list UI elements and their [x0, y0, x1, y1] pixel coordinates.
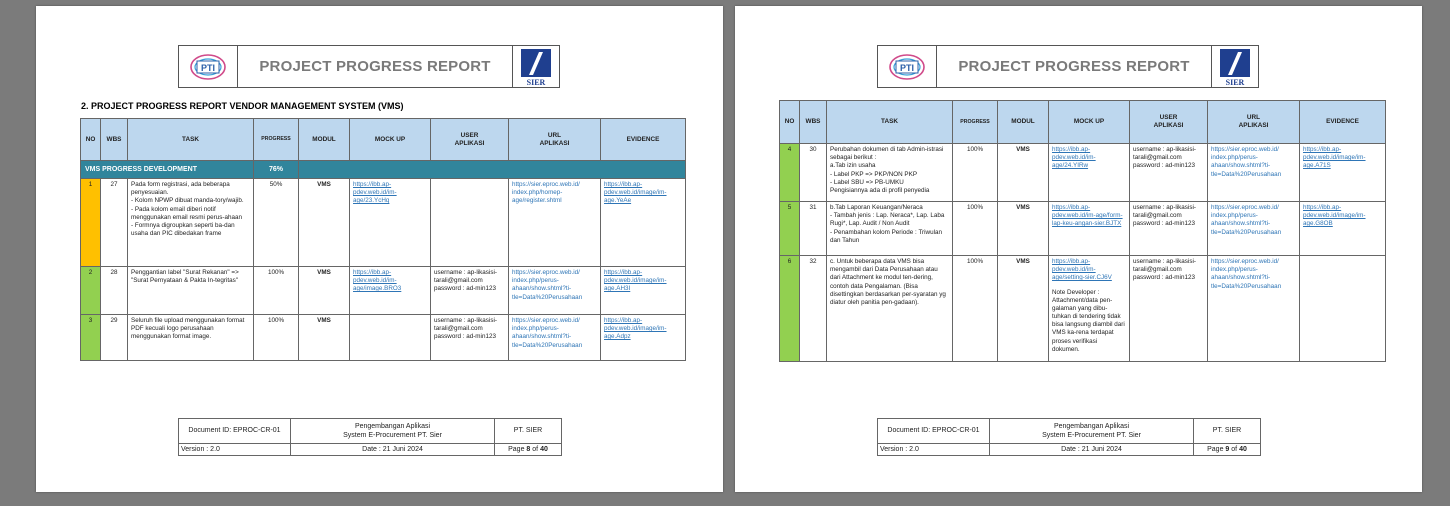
footer-company: PT. SIER [495, 419, 562, 444]
row-no: 1 [81, 179, 101, 267]
group-progress: 76% [254, 161, 299, 179]
table-row [780, 256, 1386, 362]
mockup-link[interactable]: https://ibb.ap-pdev.web.id/im-age/form-lap-keu-angan-sier.BJTX [1052, 204, 1123, 228]
evidence-link[interactable]: https://ibb.ap-pdev.web.id/image/im-age.A71S [1303, 146, 1366, 170]
progress-table [779, 100, 1386, 362]
col-mockup: MOCK UP [1049, 101, 1130, 144]
mockup-link[interactable]: https://ibb.ap-pdev.web.id/im-age/24.YIRw [1052, 146, 1096, 170]
col-wbs: WBS [800, 101, 827, 144]
url-link[interactable]: https://sier.eproc.web.id/ index.php/perus-ahaan/show.shtml?ti-tle=Data%20Perusahaan [1211, 146, 1282, 178]
footer-date: Date : 21 Juni 2024 [990, 444, 1194, 456]
developer-note: Note Developer : Attachment/data pen-galaman yang dibu-tuhkan di tendering tidak bisa langsung diambil dari VMS ka-rena terdapat proses verifikasi dokumen. [1052, 288, 1125, 353]
row-modul: VMS [299, 179, 350, 267]
footer-doc-id: Document ID: EPROC-CR-01 [179, 419, 291, 444]
report-header [178, 45, 560, 88]
page-footer [877, 418, 1261, 456]
footer-date: Date : 21 Juni 2024 [291, 444, 495, 456]
section-title: 2. PROJECT PROGRESS REPORT VENDOR MANAGEMENT SYSTEM (VMS) [81, 101, 404, 111]
row-progress: 100% [254, 267, 299, 315]
col-task: TASK [128, 119, 254, 161]
row-no: 2 [81, 267, 101, 315]
col-no: NO [780, 101, 800, 144]
row-task: Pada form registrasi, ada beberapa penyesuaian. - Kolom NPWP dibuat manda-tory/wajib. - Pada kolom email diberi notif menggunakan email resmi perus-ahaan - Formnya digroupkan seperti ba-dan usaha dan PIC dibedakan frame [128, 179, 254, 267]
row-wbs: 31 [800, 202, 827, 256]
col-evidence: EVIDENCE [1300, 101, 1386, 144]
pti-logo [878, 46, 937, 87]
url-link[interactable]: https://sier.eproc.web.id/ index.php/perus-ahaan/show.shtml?ti-tle=Data%20Perusahaan [512, 317, 583, 349]
col-progress: PROGRESS [254, 119, 299, 161]
row-evidence [1300, 256, 1386, 362]
progress-table [80, 118, 686, 361]
pti-logo [179, 46, 238, 87]
row-user: username : ap-likasisi-tarali@gmail.com password : ad-min123 [1130, 256, 1208, 362]
evidence-link[interactable]: https://ibb.ap-pdev.web.id/image/im-age.YeAe [604, 181, 667, 205]
col-url: URL APLIKASI [509, 119, 601, 161]
row-modul: VMS [998, 256, 1049, 362]
row-wbs: 27 [101, 179, 128, 267]
row-no: 3 [81, 315, 101, 361]
footer-page: Page 8 of 40 [495, 444, 562, 456]
row-modul: VMS [998, 202, 1049, 256]
col-progress: PROGRESS [953, 101, 998, 144]
row-task: Perubahan dokumen di tab Admin-istrasi sebagai berikut : a.Tab izin usaha - Label PKP => PKP/NON PKP - Label SBU => PB-UMKU Pengisiannya ada di profil penyedia [827, 144, 953, 202]
row-progress: 100% [953, 202, 998, 256]
page-footer [178, 418, 562, 456]
col-mockup: MOCK UP [350, 119, 431, 161]
row-user: username : ap-likasisi-tarali@gmail.com password : ad-min123 [431, 267, 509, 315]
col-user: USER APLIKASI [1130, 101, 1208, 144]
url-link[interactable]: https://sier.eproc.web.id/ index.php/perus-ahaan/show.shtml?ti-tle=Data%20Perusahaan [512, 269, 583, 301]
table-row [81, 315, 686, 361]
svg-text:SIER: SIER [526, 77, 546, 87]
row-no: 6 [780, 256, 800, 362]
row-wbs: 29 [101, 315, 128, 361]
table-row [81, 267, 686, 315]
footer-desc: Pengembangan Aplikasi System E-Procurement PT. Sier [291, 419, 495, 444]
footer-version: Version : 2.0 [878, 444, 990, 456]
footer-company: PT. SIER [1194, 419, 1261, 444]
row-wbs: 28 [101, 267, 128, 315]
row-wbs: 30 [800, 144, 827, 202]
evidence-link[interactable]: https://ibb.ap-pdev.web.id/image/im-age.G8OB [1303, 204, 1366, 228]
row-task: b.Tab Laporan Keuangan/Neraca - Tambah jenis : Lap. Neraca*, Lap. Laba Rugi*, Lap. Audit / Non Audit - Penambahan kolom Periode : Triwulan dan Tahun [827, 202, 953, 256]
col-modul: MODUL [299, 119, 350, 161]
mockup-link[interactable]: https://ibb.ap-pdev.web.id/im-age/23.YcHq [353, 181, 397, 205]
group-label: VMS PROGRESS DEVELOPMENT [81, 161, 254, 179]
col-user: USER APLIKASI [431, 119, 509, 161]
row-no: 4 [780, 144, 800, 202]
mockup-link[interactable]: https://ibb.ap-pdev.web.id/im-age/setting-sier.CJ6V [1052, 258, 1112, 282]
row-progress: 100% [953, 144, 998, 202]
evidence-link[interactable]: https://ibb.ap-pdev.web.id/image/im-age.AH3I [604, 269, 667, 293]
group-row [81, 161, 686, 179]
col-no: NO [81, 119, 101, 161]
footer-doc-id: Document ID: EPROC-CR-01 [878, 419, 990, 444]
url-link[interactable]: https://sier.eproc.web.id/ index.php/perus-ahaan/show.shtml?ti-tle=Data%20Perusahaan [1211, 258, 1282, 290]
row-wbs: 32 [800, 256, 827, 362]
row-task: Seluruh file upload menggunakan format PDF kecuali logo perusahaan menggunakan format image. [128, 315, 254, 361]
col-evidence: EVIDENCE [601, 119, 686, 161]
row-no: 5 [780, 202, 800, 256]
row-user [431, 179, 509, 267]
row-user: username : ap-likasisi-tarali@gmail.com password : ad-min123 [1130, 202, 1208, 256]
footer-desc: Pengembangan Aplikasi System E-Procurement PT. Sier [990, 419, 1194, 444]
svg-text:SIER: SIER [1225, 77, 1245, 87]
url-link[interactable]: https://sier.eproc.web.id/ index.php/homep-age/register.shtml [512, 181, 580, 205]
col-url: URL APLIKASI [1208, 101, 1300, 144]
row-progress: 100% [953, 256, 998, 362]
document-page-8 [36, 6, 723, 492]
row-modul: VMS [299, 267, 350, 315]
sier-logo [512, 46, 559, 87]
report-title: PROJECT PROGRESS REPORT [259, 58, 491, 75]
row-task: c. Untuk beberapa data VMS bisa mengambil dari Data Perusahaan atau dari Attachment ke modul ten-dering, contoh data Pengalaman. (Bisa disettingkan berdasarkan per-syaratan yg diatur oleh panitia pen-gadaan). [827, 256, 953, 362]
row-modul: VMS [299, 315, 350, 361]
sier-logo [1211, 46, 1258, 87]
url-link[interactable]: https://sier.eproc.web.id/ index.php/perus-ahaan/show.shtml?ti-tle=Data%20Perusahaan [1211, 204, 1282, 236]
row-user: username : ap-likasisi-tarali@gmail.com password : ad-min123 [1130, 144, 1208, 202]
footer-version: Version : 2.0 [179, 444, 291, 456]
mockup-link[interactable]: https://ibb.ap-pdev.web.id/im-age/image.BRO3 [353, 269, 402, 293]
svg-text:PTI: PTI [200, 62, 216, 73]
row-mockup [350, 315, 431, 361]
col-task: TASK [827, 101, 953, 144]
report-title: PROJECT PROGRESS REPORT [958, 58, 1190, 75]
row-user: username : ap-likasisi-tarali@gmail.com password : ad-min123 [431, 315, 509, 361]
row-modul: VMS [998, 144, 1049, 202]
table-row [81, 179, 686, 267]
evidence-link[interactable]: https://ibb.ap-pdev.web.id/image/im-age.Adpz [604, 317, 667, 341]
table-row [780, 144, 1386, 202]
footer-page: Page 9 of 40 [1194, 444, 1261, 456]
row-progress: 50% [254, 179, 299, 267]
svg-text:PTI: PTI [899, 62, 915, 73]
table-row [780, 202, 1386, 256]
row-progress: 100% [254, 315, 299, 361]
col-modul: MODUL [998, 101, 1049, 144]
row-task: Penggantian label "Surat Rekanan" => "Surat Pernyataan & Pakta In-tegritas" [128, 267, 254, 315]
document-page-9 [735, 6, 1422, 492]
col-wbs: WBS [101, 119, 128, 161]
report-header [877, 45, 1259, 88]
